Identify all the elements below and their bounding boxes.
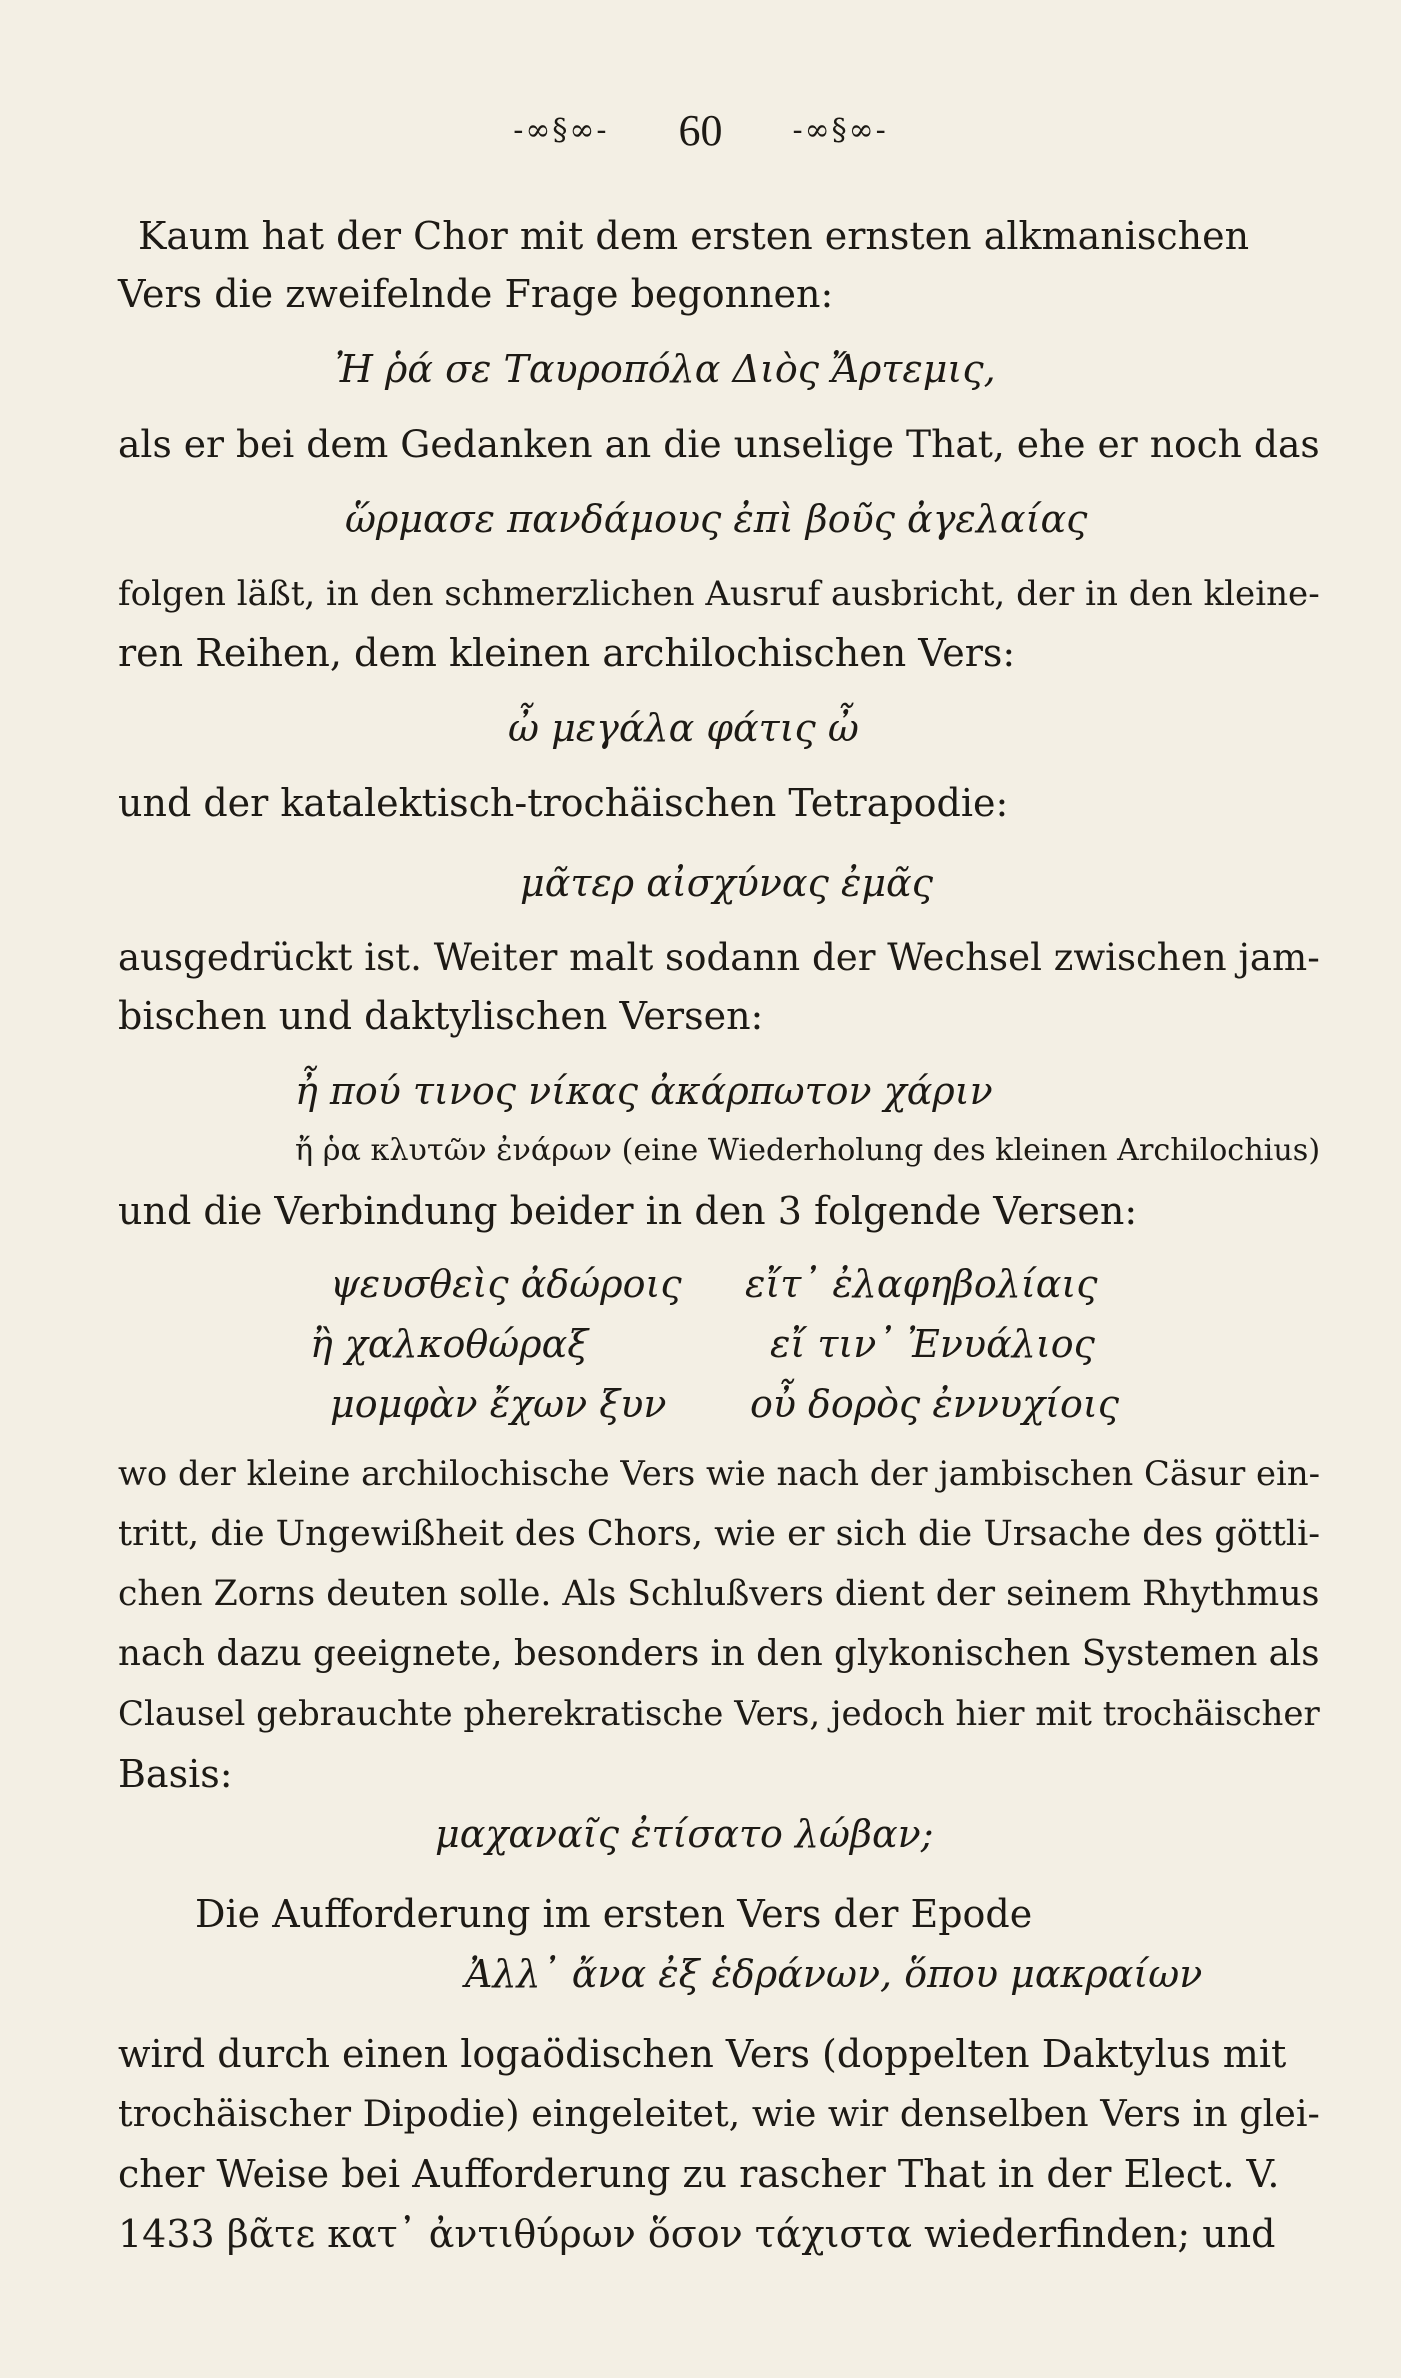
text-line: und der katalektisch-trochäischen Tetrapodie: <box>118 781 1009 825</box>
greek-verse: μᾶτερ αἰσχύνας ἐμᾶς <box>520 861 933 905</box>
text-line: cher Weise bei Aufforderung zu rascher That in der Elect. V. <box>118 2152 1280 2196</box>
greek-verse: ἦ πού τινος νίκας ἀκάρπωτον χάριν <box>295 1069 993 1113</box>
greek-verse-right: εἴ τιν᾽ Ἐνυάλιος <box>770 1322 1095 1366</box>
text-line: 1433 βᾶτε κατ᾽ ἀντιθύρων ὅσον τάχιστα wiederfinden; und <box>118 2212 1276 2256</box>
text-line: Basis: <box>118 1752 233 1796</box>
page-header <box>0 100 1401 160</box>
text-line: Kaum hat der Chor mit dem ersten ernsten alkmanischen <box>138 214 1250 258</box>
greek-verse: Ἀλλ᾽ ἄνα ἐξ ἑδράνων, ὅπου μακραίων <box>465 1952 1203 1996</box>
text-line: folgen läßt, in den schmerzlichen Ausruf ausbricht, der in den kleine- <box>118 574 1320 614</box>
greek-verse-left: ψευσθεὶς ἀδώροις <box>330 1262 682 1306</box>
text-line: tritt, die Ungewißheit des Chors, wie er sich die Ursache des göttli- <box>118 1514 1321 1554</box>
greek-verse-left: μομφὰν ἔχων ξυν <box>330 1382 667 1426</box>
mixed-line: ἤ ῥα κλυτῶν ἐνάρων (eine Wiederholung des kleinen Archilochius) <box>295 1133 1321 1168</box>
greek-verse: ὦ μεγάλα φάτις ὦ <box>508 706 859 750</box>
text-line: als er bei dem Gedanken an die unselige That, ehe er noch das <box>118 422 1320 466</box>
greek-verse: ὥρμασε πανδάμους ἐπὶ βοῦς ἀγελαίας <box>345 497 1088 541</box>
left-ornament: -∞§∞- <box>513 112 609 148</box>
text-line: und die Verbindung beider in den 3 folgende Versen: <box>118 1189 1138 1233</box>
text-line: chen Zorns deuten solle. Als Schlußvers dient der seinem Rhythmus <box>118 1574 1320 1614</box>
text-line: ausgedrückt ist. Weiter malt sodann der Wechsel zwischen jam- <box>118 936 1320 979</box>
text-line: bischen und daktylischen Versen: <box>118 994 764 1038</box>
greek-verse: μαχαναῖς ἐτίσατο λώβαν; <box>435 1812 934 1856</box>
greek-verse-left: ἢ χαλκοθώραξ <box>310 1322 589 1366</box>
greek-verse: Ἠ ῥά σε Ταυροπόλα Διὸς Ἄρτεμις, <box>335 347 996 391</box>
text-line: Die Aufforderung im ersten Vers der Epode <box>195 1892 1033 1936</box>
text-line: wo der kleine archilochische Vers wie nach der jambischen Cäsur ein- <box>118 1454 1321 1493</box>
text-line: nach dazu geeignete, besonders in den glykonischen Systemen als <box>118 1633 1320 1674</box>
greek-verse-right: εἴτ᾽ ἐλαφηβολίαις <box>745 1262 1098 1306</box>
text-line: wird durch einen logaödischen Vers (doppelten Daktylus mit <box>118 2032 1287 2076</box>
text-line: Clausel gebrauchte pherekratische Vers, jedoch hier mit trochäischer <box>118 1694 1320 1734</box>
right-ornament: -∞§∞- <box>792 112 888 148</box>
page-number: 60 <box>678 105 723 155</box>
greek-verse-right: οὖ δορὸς ἐννυχίοις <box>750 1382 1120 1426</box>
text-line: Vers die zweifelnde Frage begonnen: <box>118 272 834 316</box>
text-line: ren Reihen, dem kleinen archilochischen Vers: <box>118 631 1016 675</box>
text-line: trochäischer Dipodie) eingeleitet, wie wir denselben Vers in glei- <box>118 2092 1320 2135</box>
